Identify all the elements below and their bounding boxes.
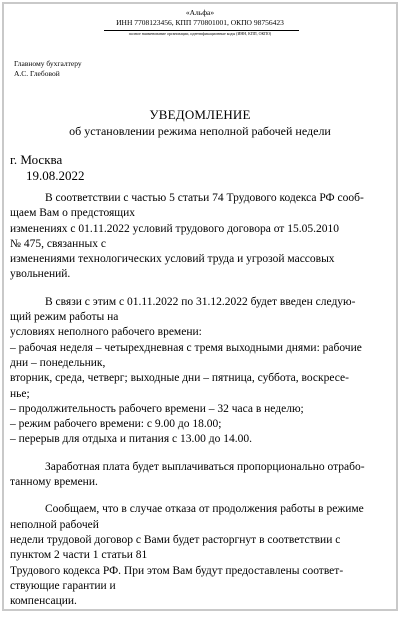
paragraph-line: № 475, связанных с	[10, 237, 106, 250]
document-title: УВЕДОМЛЕНИЕ	[149, 107, 251, 122]
organization-codes: ИНН 7708123456, КПП 770801001, ОКПО 98756423	[116, 18, 284, 27]
paragraph-line: нье;	[10, 387, 30, 400]
organization-name: «Альфа»	[185, 8, 215, 17]
header-caption: полное наименование организации, идентификационные коды (ИНН, КПП, ОКПО)	[128, 31, 272, 36]
paragraph-line: изменениями технологических условий труда и угрозой массовых	[10, 253, 335, 266]
document-header	[4, 8, 396, 28]
paragraph-line: дни – понедельник,	[10, 356, 106, 369]
paragraph-line: – рабочая неделя – четырехдневная с тремя выходными днями: рабочие	[10, 341, 362, 354]
paragraph-line: неполной рабочей	[10, 518, 99, 531]
paragraph-1	[10, 191, 394, 283]
paragraph-line: Заработная плата будет выплачиваться пропорционально отрабо-	[45, 460, 365, 473]
paragraph-line: – перерыв для отдыха и питания с 13.00 до 14.00.	[10, 433, 252, 446]
paragraph-2	[10, 295, 394, 448]
recipient-block	[14, 59, 82, 79]
paragraph-line: щий режим работы на	[10, 311, 119, 324]
document-body	[10, 191, 394, 621]
paragraph-4	[10, 502, 394, 609]
recipient-name: А.С. Глебовой	[14, 69, 60, 78]
paragraph-line: компенсации.	[10, 595, 77, 608]
document-subtitle: об установлении режима неполной рабочей недели	[69, 124, 331, 138]
paragraph-line: щаем Вам о предстоящих	[10, 207, 136, 220]
paragraph-line: – режим рабочего времени: с 9.00 до 18.00;	[10, 418, 222, 431]
paragraph-line: ствующие гарантии и	[10, 579, 116, 592]
paragraph-line: недели трудовой договор с Вами будет расторгнут в соответствии с	[10, 533, 341, 546]
paragraph-line: пунктом 2 части 1 статьи 81	[10, 549, 148, 562]
paragraph-line: вторник, среда, четверг; выходные дни – пятница, суббота, воскресе-	[10, 372, 349, 385]
document-city: г. Москва	[10, 152, 63, 167]
paragraph-line: В связи с этим с 01.11.2022 по 31.12.2022 будет введен следую-	[45, 295, 356, 308]
paragraph-line: танному времени.	[10, 476, 98, 489]
paragraph-line: – продолжительность рабочего времени – 32 часа в неделю;	[10, 402, 304, 415]
document-date: 19.08.2022	[26, 168, 85, 183]
paragraph-line: увольнений.	[10, 268, 71, 281]
paragraph-3	[10, 460, 394, 491]
paragraph-line: изменениях с 01.11.2022 условий трудового договора от 15.05.2010	[10, 222, 339, 235]
document-frame	[2, 2, 398, 611]
paragraph-line: В соответствии с частью 5 статьи 74 Трудового кодекса РФ сооб-	[45, 192, 364, 204]
recipient-position: Главному бухгалтеру	[14, 59, 82, 68]
paragraph-line: Сообщаем, что в случае отказа от продолжения работы в режиме	[45, 503, 364, 516]
paragraph-line: условиях неполного рабочего времени:	[10, 326, 202, 339]
paragraph-line: Трудового кодекса РФ. При этом Вам будут предоставлены соответ-	[10, 564, 344, 577]
